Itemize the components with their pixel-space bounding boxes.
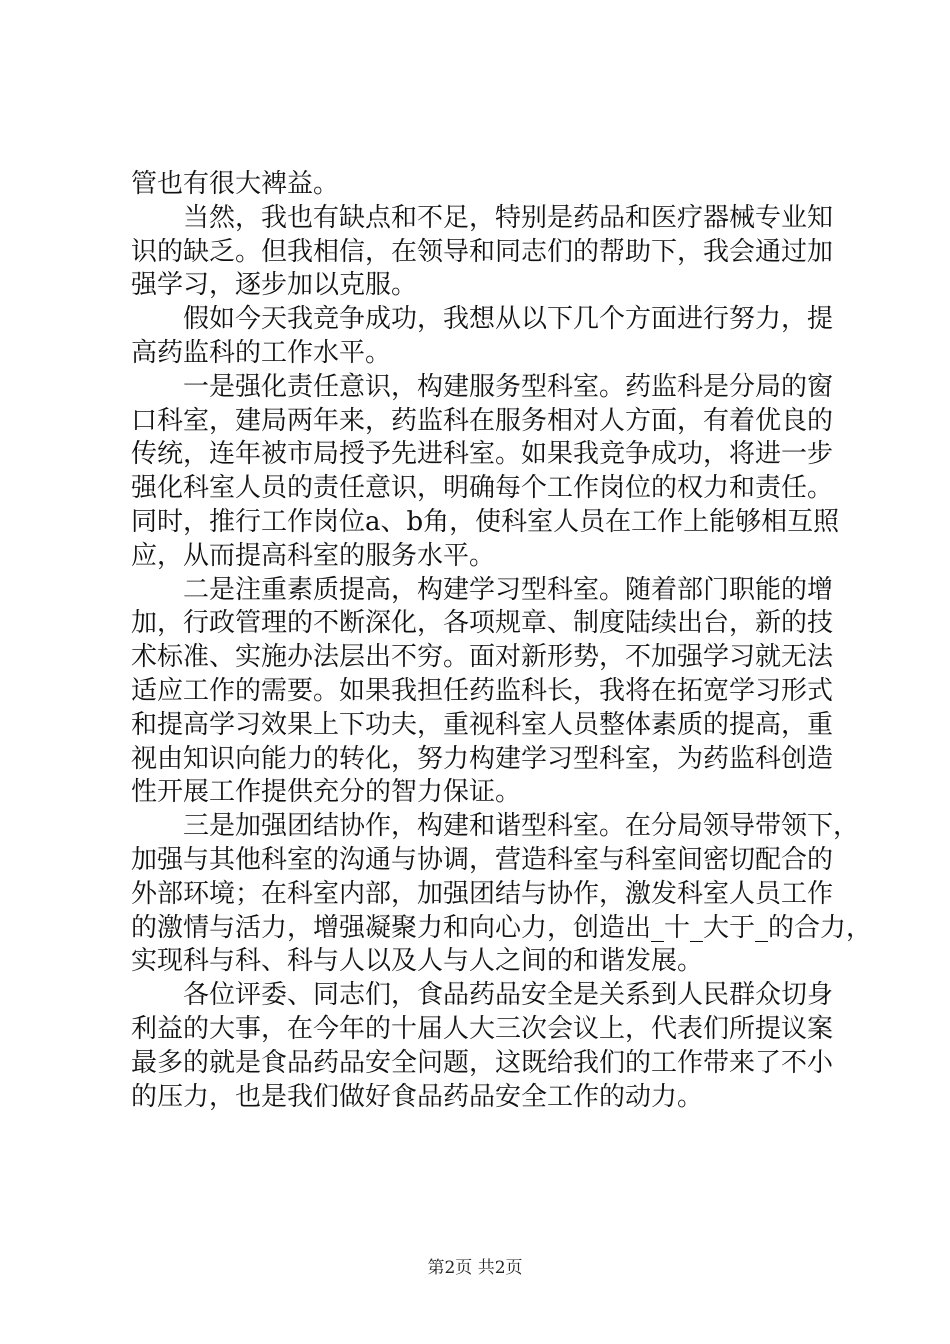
text-line: 三是加强团结协作，构建和谐型科室。在分局领导带领下， — [131, 811, 860, 842]
text-line: 的压力，也是我们做好食品药品安全工作的动力。 — [131, 1081, 704, 1112]
text-line: 实现科与科、科与人以及人与人之间的和谐发展。 — [131, 946, 704, 977]
text-line: 强化科室人员的责任意识，明确每个工作岗位的权力和责任。 — [131, 473, 834, 504]
document-body — [131, 168, 873, 1114]
text-line: 最多的就是食品药品安全问题，这既给我们的工作带来了不小 — [131, 1047, 834, 1078]
text-line: 识的缺乏。但我相信，在领导和同志们的帮助下，我会通过加 — [131, 236, 834, 267]
text-line: 高药监科的工作水平。 — [131, 337, 392, 368]
text-line: 各位评委、同志们，食品药品安全是关系到人民群众切身 — [131, 980, 834, 1011]
text-line: 适应工作的需要。如果我担任药监科长，我将在拓宽学习形式 — [131, 675, 834, 706]
text-line: 术标准、实施办法层出不穷。面对新形势，不加强学习就无法 — [131, 642, 834, 673]
text-line: 同时，推行工作岗位a、b角，使科室人员在工作上能够相互照 — [131, 506, 840, 537]
text-line: 假如今天我竞争成功，我想从以下几个方面进行努力，提 — [131, 304, 834, 335]
text-line: 强学习，逐步加以克服。 — [131, 270, 418, 301]
text-line: 和提高学习效果上下功夫，重视科室人员整体素质的提高，重 — [131, 709, 834, 740]
text-line: 管也有很大裨益。 — [131, 169, 340, 199]
text-line: 利益的大事，在今年的十届人大三次会议上，代表们所提议案 — [131, 1013, 834, 1044]
text-line: 一是强化责任意识，构建服务型科室。药监科是分局的窗 — [131, 371, 834, 402]
text-line: 加，行政管理的不断深化，各项规章、制度陆续出台，新的技 — [131, 608, 834, 639]
text-line: 传统，连年被市局授予先进科室。如果我竞争成功，将进一步 — [131, 439, 834, 470]
text-line: 性开展工作提供充分的智力保证。 — [131, 777, 522, 808]
text-line: 外部环境；在科室内部，加强团结与协作，激发科室人员工作 — [131, 878, 834, 909]
text-line: 应，从而提高科室的服务水平。 — [131, 540, 496, 571]
text-line: 口科室，建局两年来，药监科在服务相对人方面，有着优良的 — [131, 405, 834, 436]
text-line: 二是注重素质提高，构建学习型科室。随着部门职能的增 — [131, 574, 834, 605]
text-line: 当然，我也有缺点和不足，特别是药品和医疗器械专业知 — [131, 202, 834, 233]
text-line: 的激情与活力，增强凝聚力和向心力，创造出_十_大于_的合力， — [131, 912, 873, 943]
text-line: 视由知识向能力的转化，努力构建学习型科室，为药监科创造 — [131, 743, 834, 774]
page-number-footer: 第2页 共2页 — [427, 1258, 523, 1278]
text-line: 加强与其他科室的沟通与协调，营造科室与科室间密切配合的 — [131, 844, 834, 875]
